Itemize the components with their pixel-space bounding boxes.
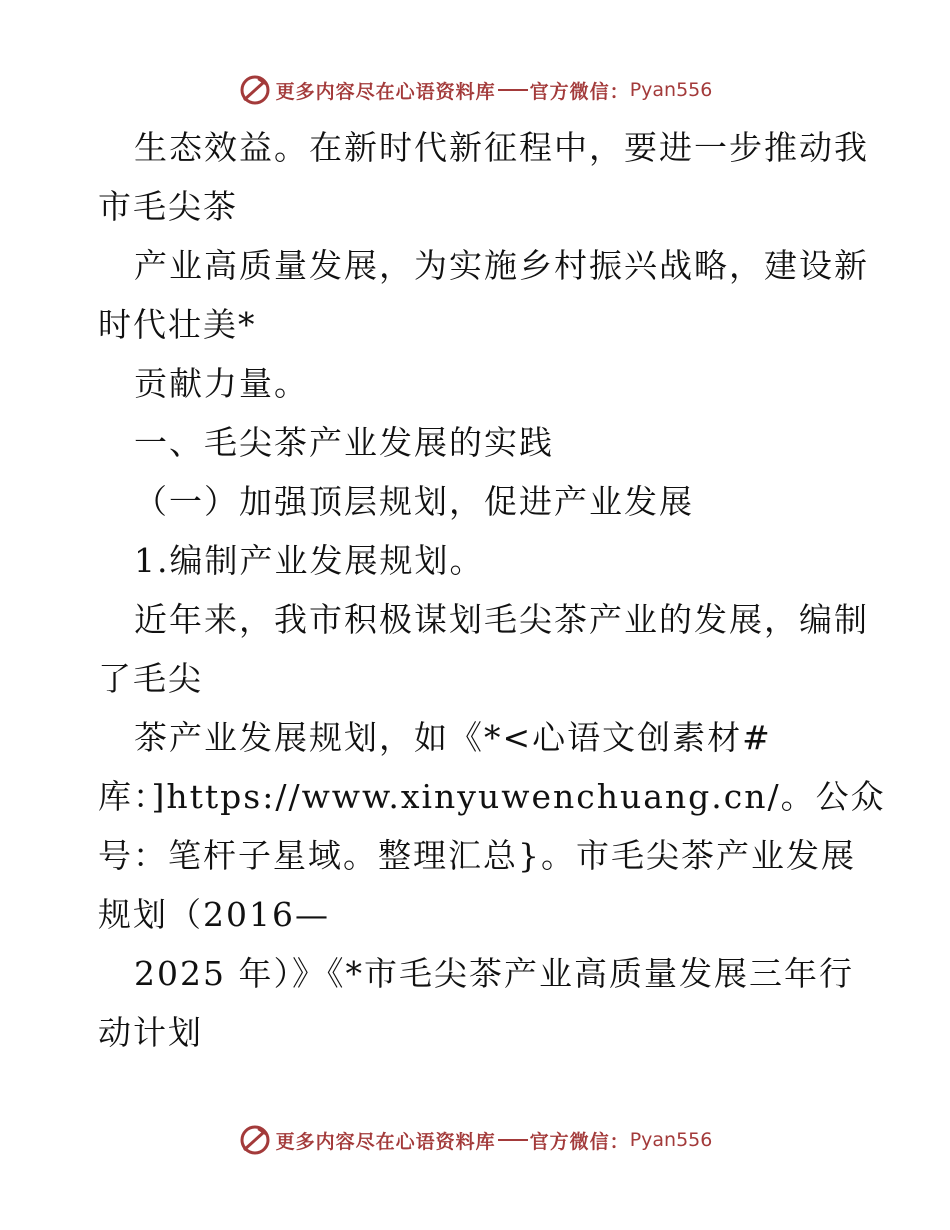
text-line: 近年来，我市积极谋划毛尖茶产业的发展，编制 — [134, 600, 869, 639]
banner-official-label: 官方微信： — [529, 80, 630, 103]
banner-separator — [498, 89, 528, 91]
banner-account: Pyan556 — [629, 79, 713, 101]
text-line: 号：笔杆子星域。整理汇总}。市毛尖茶产业发展 — [98, 836, 856, 875]
brand-logo-icon — [238, 73, 272, 107]
text-line: 时代壮美* — [98, 305, 257, 344]
header-watermark-banner — [0, 70, 950, 110]
text-line: 了毛尖 — [98, 659, 203, 698]
text-line: 2025 年）》《*市毛尖茶产业高质量发展三年行 — [134, 954, 854, 993]
banner-title: 更多内容尽在心语资料库 — [275, 80, 496, 103]
footer-watermark-banner — [0, 1120, 950, 1160]
text-line: 生态效益。在新时代新征程中，要进一步推动我 — [134, 128, 869, 167]
text-line: 一、毛尖茶产业发展的实践 — [134, 423, 554, 462]
text-line: 库：]https://www.xinyuwenchuang.cn/。公众 — [98, 777, 886, 816]
text-line: 茶产业发展规划，如《*<心语文创素材# — [134, 718, 772, 757]
text-line: 1.编制产业发展规划。 — [134, 541, 485, 580]
document-body — [98, 118, 886, 1062]
text-line: 动计划 — [98, 1013, 203, 1052]
banner-official-label: 官方微信： — [529, 1130, 630, 1153]
brand-logo-icon — [238, 1123, 272, 1157]
banner-separator — [498, 1139, 528, 1141]
text-line: 产业高质量发展，为实施乡村振兴战略，建设新 — [134, 246, 869, 285]
text-line: （一）加强顶层规划，促进产业发展 — [134, 482, 694, 521]
banner-account: Pyan556 — [629, 1129, 713, 1151]
text-line: 贡献力量。 — [134, 364, 309, 403]
text-line: 规划（2016— — [98, 895, 330, 934]
text-line: 市毛尖茶 — [98, 187, 238, 226]
banner-title: 更多内容尽在心语资料库 — [275, 1130, 496, 1153]
